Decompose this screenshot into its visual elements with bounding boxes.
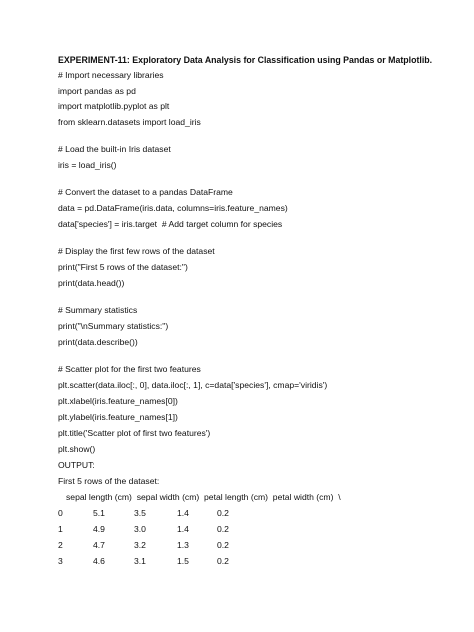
- table-cell: 0.2: [217, 540, 229, 550]
- code-line: print(data.describe()): [58, 337, 138, 347]
- code-line: print("\nSummary statistics:"): [58, 321, 169, 331]
- code-line: plt.title('Scatter plot of first two features'): [58, 428, 211, 438]
- code-line: plt.ylabel(iris.feature_names[1]): [58, 412, 178, 422]
- code-comment: # Scatter plot for the first two features: [58, 364, 201, 374]
- code-line: data['species'] = iris.target # Add target column for species: [58, 219, 283, 229]
- row-index: 2: [58, 540, 63, 550]
- code-comment: # Display the first few rows of the dataset: [58, 246, 215, 256]
- code-line: print(data.head()): [58, 278, 125, 288]
- table-cell: 4.7: [93, 540, 105, 550]
- code-line: print("First 5 rows of the dataset:"): [58, 262, 188, 272]
- code-line: iris = load_iris(): [58, 160, 117, 170]
- output-label: OUTPUT:: [58, 460, 95, 470]
- table-cell: 4.9: [93, 524, 105, 534]
- table-cell: 0.2: [217, 556, 229, 566]
- row-index: 3: [58, 556, 63, 566]
- row-index: 0: [58, 508, 63, 518]
- code-line: from sklearn.datasets import load_iris: [58, 117, 201, 127]
- table-cell: 1.4: [177, 508, 189, 518]
- row-index: 1: [58, 524, 63, 534]
- code-line: import pandas as pd: [58, 86, 136, 96]
- code-comment: # Convert the dataset to a pandas DataFrame: [58, 187, 233, 197]
- document-title: EXPERIMENT-11: Exploratory Data Analysis for Classification using Pandas or Matplotlib.: [58, 55, 433, 65]
- table-cell: 0.2: [217, 524, 229, 534]
- table-cell: 1.4: [177, 524, 189, 534]
- table-cell: 3.1: [134, 556, 146, 566]
- table-cell: 4.6: [93, 556, 105, 566]
- table-row: [58, 508, 318, 519]
- table-cell: 1.5: [177, 556, 189, 566]
- table-header: sepal length (cm) sepal width (cm) petal length (cm) petal width (cm) \: [66, 492, 341, 502]
- code-line: plt.show(): [58, 444, 96, 454]
- table-row: [58, 556, 318, 567]
- table-cell: 3.2: [134, 540, 146, 550]
- table-cell: 3.5: [134, 508, 146, 518]
- code-comment: # Load the built-in Iris dataset: [58, 144, 171, 154]
- table-row: [58, 540, 318, 551]
- table-cell: 1.3: [177, 540, 189, 550]
- code-line: plt.scatter(data.iloc[:, 0], data.iloc[:, 1], c=data['species'], cmap='viridis'): [58, 380, 328, 390]
- table-cell: 3.0: [134, 524, 146, 534]
- code-comment: # Import necessary libraries: [58, 70, 164, 80]
- output-line: First 5 rows of the dataset:: [58, 476, 160, 486]
- table-row: [58, 524, 318, 535]
- table-cell: 5.1: [93, 508, 105, 518]
- code-comment: # Summary statistics: [58, 305, 138, 315]
- code-line: plt.xlabel(iris.feature_names[0]): [58, 396, 178, 406]
- table-cell: 0.2: [217, 508, 229, 518]
- code-line: data = pd.DataFrame(iris.data, columns=iris.feature_names): [58, 203, 288, 213]
- code-line: import matplotlib.pyplot as plt: [58, 101, 170, 111]
